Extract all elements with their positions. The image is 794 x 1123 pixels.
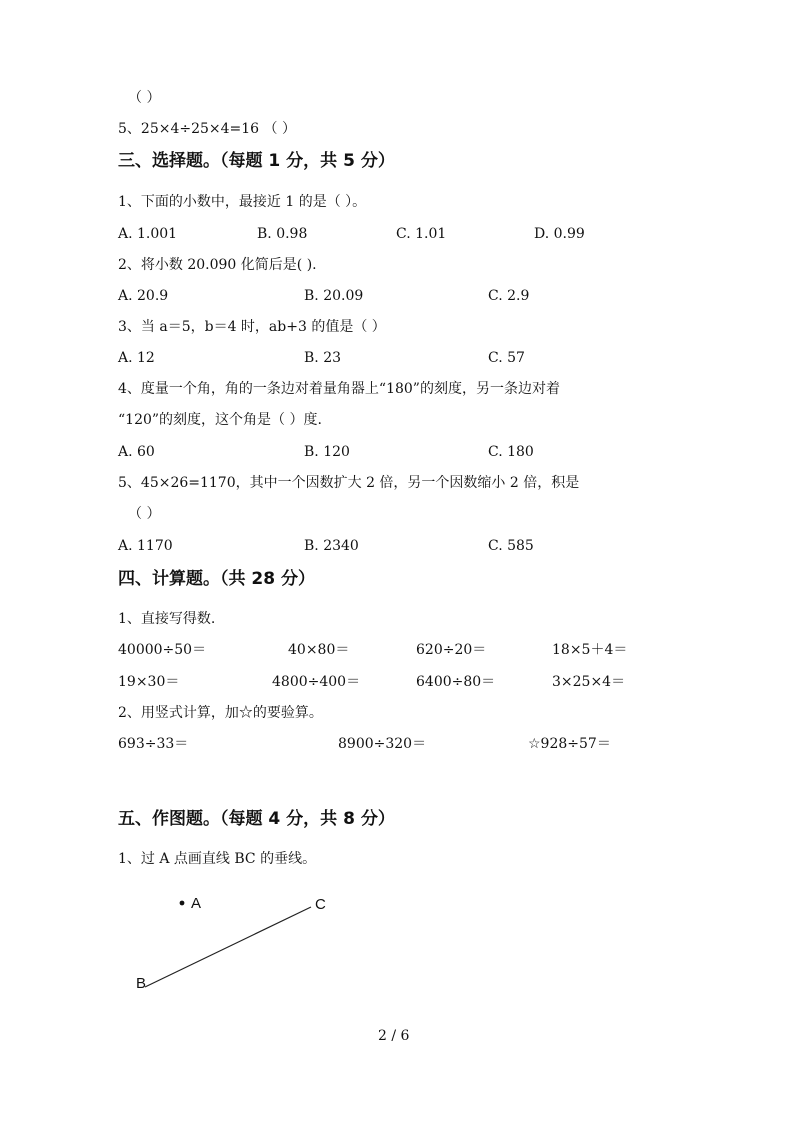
section-4-title: 四、计算题。（共 28 分） <box>118 569 315 589</box>
calc-item: 8900÷320＝ <box>338 736 427 752</box>
choice-q4-line2: “120”的刻度，这个角是（ ）度. <box>118 412 322 428</box>
calc-item: 4800÷400＝ <box>272 674 361 690</box>
choice-q5-option-b: B. 2340 <box>304 538 359 554</box>
choice-q2-option-b: B. 20.09 <box>304 288 364 304</box>
point-a-label: A <box>191 895 202 912</box>
choice-q1: 1、下面的小数中，最接近 1 的是（ ）。 <box>118 194 367 210</box>
calc-item: 620÷20＝ <box>416 642 487 658</box>
choice-q2: 2、将小数 20.090 化简后是( ). <box>118 257 317 273</box>
choice-q5-line2: （ ） <box>128 506 161 522</box>
calc-item: 40×80＝ <box>288 642 350 658</box>
choice-q1-option-d: D. 0.99 <box>534 226 585 242</box>
choice-q3-option-c: C. 57 <box>488 350 525 366</box>
line-bc <box>145 907 311 987</box>
section-5-title: 五、作图题。（每题 4 分，共 8 分） <box>118 809 395 829</box>
choice-q2-option-a: A. 20.9 <box>118 288 169 304</box>
point-c-label: C <box>315 896 326 913</box>
calc-item: 3×25×4＝ <box>552 674 626 690</box>
choice-q3: 3、当 a＝5，b＝4 时，ab+3 的值是（ ） <box>118 319 386 335</box>
calc-q1: 1、直接写得数. <box>118 611 216 627</box>
calc-item: ☆928÷57＝ <box>528 736 611 752</box>
calc-item: 40000÷50＝ <box>118 642 207 658</box>
choice-q1-option-a: A. 1.001 <box>118 226 178 242</box>
choice-q5-option-a: A. 1170 <box>118 538 173 554</box>
judge-q5: 5、25×4÷25×4=16 （ ） <box>118 121 296 137</box>
choice-q4-line1: 4、度量一个角，角的一条边对着量角器上“180”的刻度，另一条边对着 <box>118 381 560 397</box>
choice-q4-option-c: C. 180 <box>488 444 534 460</box>
calc-q2: 2、用竖式计算，加☆的要验算。 <box>118 705 323 721</box>
calc-item: 18×5＋4＝ <box>552 642 628 658</box>
answer-paren: （ ） <box>128 90 161 106</box>
calc-item: 693÷33＝ <box>118 736 189 752</box>
choice-q3-option-b: B. 23 <box>304 350 342 366</box>
geometry-figure <box>130 888 340 998</box>
point-b-label: B <box>136 975 147 992</box>
choice-q4-option-a: A. 60 <box>118 444 155 460</box>
point-a-dot <box>180 901 185 906</box>
page-number: 2 / 6 <box>378 1028 410 1044</box>
drawing-q1: 1、过 A 点画直线 BC 的垂线。 <box>118 851 317 867</box>
calc-item: 19×30＝ <box>118 674 180 690</box>
choice-q5-option-c: C. 585 <box>488 538 534 554</box>
choice-q5-line1: 5、45×26=1170，其中一个因数扩大 2 倍，另一个因数缩小 2 倍，积是 <box>118 475 580 491</box>
choice-q3-option-a: A. 12 <box>118 350 155 366</box>
choice-q1-option-c: C. 1.01 <box>396 226 447 242</box>
choice-q1-option-b: B. 0.98 <box>257 226 308 242</box>
section-3-title: 三、选择题。（每题 1 分，共 5 分） <box>118 151 395 171</box>
choice-q4-option-b: B. 120 <box>304 444 350 460</box>
choice-q2-option-c: C. 2.9 <box>488 288 530 304</box>
calc-item: 6400÷80＝ <box>416 674 496 690</box>
